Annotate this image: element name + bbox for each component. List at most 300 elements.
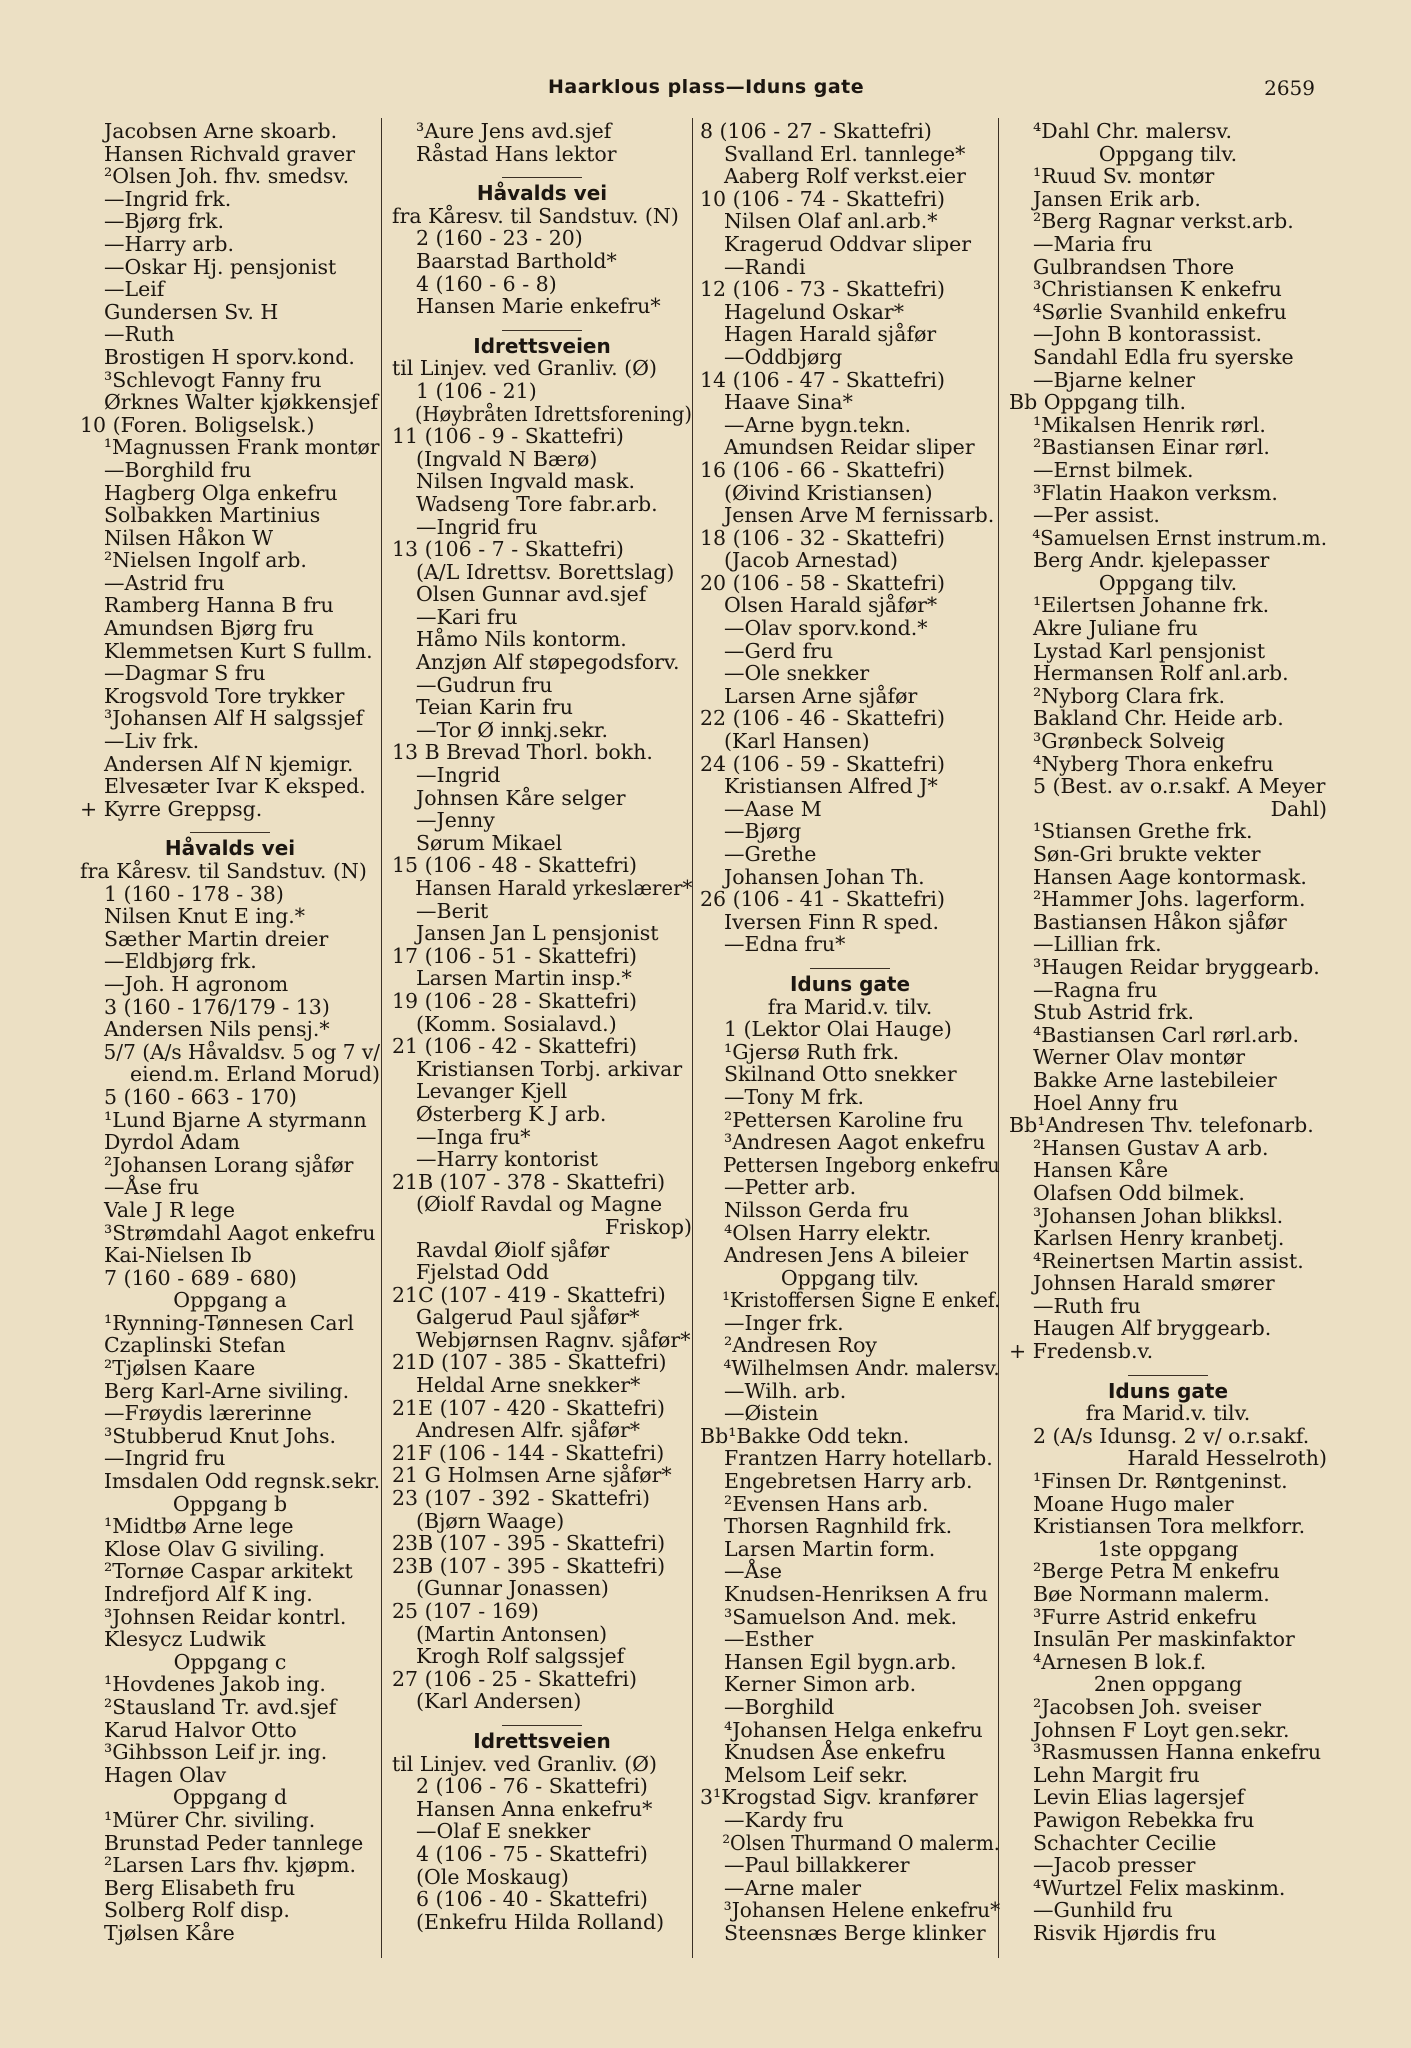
directory-entry: Hansen Aage kontormask. (1033, 864, 1307, 889)
directory-entry: Råstad Hans lektor (416, 141, 617, 166)
directory-entry: ⁴Olsen Harry elektr. (724, 1220, 932, 1245)
directory-entry: —Bjørg (724, 819, 802, 844)
directory-entry: 10 (106 - 74 - Skattefri) (700, 186, 945, 211)
directory-entry: 2 (160 - 23 - 20) (416, 226, 583, 251)
directory-entry: Solberg Rolf disp. (104, 1898, 290, 1923)
directory-entry: —Arne maler (724, 1875, 862, 1900)
directory-entry: + Kyrre Greppsg. (80, 796, 263, 821)
directory-entry: Knudsen Åse enkefru (724, 1740, 946, 1765)
directory-entry: Hansen Kåre (1033, 1158, 1169, 1183)
directory-entry: Hermansen Rolf anl.arb. (1033, 661, 1289, 686)
directory-entry: ¹Mürer Chr. siviling. (104, 1807, 316, 1832)
directory-entry: Skilnand Otto snekker (724, 1062, 957, 1087)
directory-entry: —Harry arb. (104, 231, 234, 256)
directory-entry: —Ingrid fru (104, 1446, 226, 1471)
directory-entry: 5 (Best. av o.r.sakf. A Meyer (1033, 774, 1326, 799)
directory-entry: (Gunnar Jonassen) (416, 1576, 609, 1601)
directory-entry: ³Gihbsson Leif jr. ing. (104, 1740, 328, 1765)
directory-entry: Nilsen Håkon W (104, 525, 274, 550)
directory-entry: —Astrid fru (104, 570, 225, 595)
directory-entry: Fjelstad Odd (416, 1260, 549, 1285)
directory-entry: 21F (106 - 144 - Skattefri) (392, 1440, 665, 1465)
directory-entry: 24 (106 - 59 - Skattefri) (700, 751, 945, 776)
directory-entry: —Inga fru* (416, 1124, 531, 1149)
directory-entry: —Edna fru* (724, 932, 846, 957)
directory-entry: —Lillian frk. (1033, 932, 1162, 957)
directory-entry: Karud Halvor Otto (104, 1717, 297, 1742)
directory-entry: Krogh Rolf salgssjef (416, 1644, 625, 1669)
directory-entry: Moane Hugo maler (1033, 1491, 1234, 1516)
directory-entry: Østerberg K J arb. (416, 1101, 607, 1126)
directory-entry: —Randi (724, 254, 806, 279)
page-header (0, 76, 1411, 110)
directory-entry: Hoel Anny fru (1033, 1090, 1179, 1115)
directory-entry: 21C (107 - 419 - Skattefri) (392, 1282, 666, 1307)
directory-entry: 26 (106 - 41 - Skattefri) (700, 887, 945, 912)
directory-entry: (Øivind Kristiansen) (724, 480, 933, 505)
directory-entry: ¹Stiansen Grethe frk. (1033, 819, 1253, 844)
directory-entry: —Kardy fru (724, 1807, 844, 1832)
directory-entry: Lystad Karl pensjonist (1033, 638, 1266, 663)
directory-entry: Larsen Martin insp.* (416, 966, 632, 991)
directory-entry: —Jenny (416, 808, 495, 833)
directory-entry: Levin Elias lagersjef (1033, 1785, 1245, 1810)
street-heading: Idrettsveien (473, 1728, 611, 1753)
section-divider (502, 177, 582, 178)
directory-entry: Nilsen Ingvald mask. (416, 469, 635, 494)
directory-entry: (Øiolf Ravdal og Magne (416, 1192, 663, 1217)
directory-entry: ³Furre Astrid enkefru (1033, 1604, 1257, 1629)
street-heading: Idrettsveien (473, 333, 611, 358)
directory-entry: Friskop) (605, 1214, 692, 1239)
directory-entry: fra Kåresv. til Sandstuv. (N) (392, 203, 679, 228)
directory-entry: Olafsen Odd bilmek. (1033, 1180, 1245, 1205)
directory-entry: —Harry kontorist (416, 1147, 598, 1172)
directory-entry: Jansen Jan L pensjonist (416, 921, 659, 946)
directory-entry: ⁴Arnesen B lok.f. (1033, 1649, 1207, 1674)
directory-entry: ²Pettersen Karoline fru (724, 1107, 964, 1132)
directory-entry: ³Rasmussen Hanna enkefru (1033, 1740, 1322, 1765)
directory-entry: ⁴Johansen Helga enkefru (724, 1717, 983, 1742)
directory-entry: Pettersen Ingeborg enkefru (723, 1152, 1000, 1177)
directory-entry: Indrefjord Alf K ing. (104, 1582, 313, 1606)
directory-entry: Bb Oppgang tilh. (1009, 390, 1187, 415)
directory-entry: Baarstad Barthold* (416, 248, 617, 273)
directory-entry: Klesycz Ludwik (104, 1627, 266, 1652)
directory-entry: ²Hansen Gustav A arb. (1033, 1135, 1269, 1160)
directory-entry: 2 (106 - 76 - Skattefri) (416, 1774, 648, 1799)
directory-entry: —Frøydis lærerinne (104, 1401, 312, 1426)
directory-entry: Bastiansen Håkon sjåfør (1033, 909, 1287, 934)
directory-entry: Olsen Harald sjåfør* (724, 593, 938, 618)
directory-entry: ¹Ruud Sv. montør (1033, 164, 1215, 189)
directory-entry: Pawigon Rebekka fru (1033, 1807, 1255, 1832)
directory-entry: Berg Elisabeth fru (104, 1875, 296, 1900)
directory-entry: Levanger Kjell (416, 1079, 568, 1104)
directory-entry: Imsdalen Odd regnsk.sekr. (103, 1469, 381, 1494)
directory-entry: 14 (106 - 47 - Skattefri) (700, 367, 945, 392)
directory-entry: Bb¹Andresen Thv. telefonarb. (1009, 1113, 1314, 1138)
directory-entry: Steensnæs Berge klinker (724, 1920, 986, 1945)
directory-entry: Oppgang c (173, 1649, 287, 1674)
directory-entry: ³Andresen Aagot enkefru (724, 1130, 986, 1155)
directory-entry: Werner Olav montør (1033, 1045, 1246, 1070)
directory-entry: Jansen Erik arb. (1033, 186, 1201, 211)
directory-entry: ¹Kristoffersen Signe E enkef. (722, 1288, 1001, 1313)
directory-entry: ²Olsen Joh. fhv. smedsv. (104, 164, 350, 189)
directory-entry: Teian Karin fru (416, 695, 573, 720)
directory-entry: Kerner Simon arb. (724, 1672, 917, 1697)
directory-entry: —Ingrid fru (416, 514, 538, 539)
directory-entry: —Åse fru (104, 1175, 200, 1200)
directory-entry: —Ernst bilmek. (1033, 457, 1194, 482)
directory-entry: Jensen Arve M fernissarb. (724, 503, 995, 528)
directory-entry: 1ste oppgang (1097, 1536, 1239, 1561)
directory-entry: Krogsvold Tore trykker (104, 683, 345, 708)
directory-entry: Berg Andr. kjelepasser (1033, 548, 1270, 573)
directory-entry: ³Strømdahl Aagot enkefru (104, 1220, 376, 1245)
column-4 (1009, 120, 1327, 1945)
directory-entry: ¹Eilertsen Johanne frk. (1033, 593, 1270, 618)
directory-entry: ²Nyborg Clara frk. (1033, 683, 1225, 708)
page-number: 2659 (1264, 76, 1315, 100)
directory-entry: ¹Lund Bjarne A styrmann (104, 1107, 367, 1132)
section-divider (1128, 1375, 1208, 1376)
street-heading: Iduns gate (789, 971, 911, 996)
section-divider (190, 832, 270, 833)
directory-entry: (Ingvald N Bærø) (416, 446, 598, 471)
directory-entry: 21 (106 - 42 - Skattefri) (392, 1034, 637, 1059)
directory-entry: Hagen Olav (104, 1762, 227, 1787)
directory-entry: ²Berg Ragnar verkst.arb. (1033, 209, 1294, 234)
directory-entry: Oppgang a (173, 1288, 287, 1313)
directory-entry: 18 (106 - 32 - Skattefri) (700, 525, 945, 550)
directory-entry: —Olaf E snekker (416, 1819, 591, 1844)
directory-entry: Frantzen Harry hotellarb. (724, 1446, 993, 1471)
directory-entry: Lehn Margit fru (1033, 1762, 1200, 1787)
directory-entry: Kristiansen Alfred J* (724, 774, 938, 799)
directory-entry: Dahl) (1270, 796, 1327, 821)
directory-entry: Andresen Jens A bileier (724, 1243, 969, 1268)
directory-entry: —Ruth fru (1033, 1293, 1141, 1318)
directory-entry: 13 B Brevad Thorl. bokh. (392, 740, 653, 765)
directory-entry: —Esther (724, 1627, 814, 1652)
directory-entry: Amundsen Bjørg fru (104, 616, 314, 641)
directory-entry: Tjølsen Kåre (104, 1920, 235, 1945)
directory-entry: ¹Mikalsen Henrik rørl. (1033, 412, 1266, 437)
directory-entry: (Høybråten Idrettsforening) (414, 401, 692, 426)
directory-entry: 11 (106 - 9 - Skattefri) (392, 424, 624, 449)
directory-entry: Nilsson Gerda fru (724, 1197, 909, 1222)
directory-entry: Harald Hesselroth) (1127, 1446, 1327, 1471)
directory-entry: Ramberg Hanna B fru (104, 593, 334, 618)
section-divider (502, 330, 582, 331)
section-divider (502, 1725, 582, 1726)
directory-entry: 17 (106 - 51 - Skattefri) (392, 943, 637, 968)
directory-entry: Håmo Nils kontorm. (416, 627, 627, 652)
directory-entry: 1 (106 - 21) (416, 378, 537, 403)
directory-entry: —Ingrid (416, 763, 501, 788)
directory-entry: (Ole Moskaug) (416, 1864, 569, 1889)
directory-entry: 5 (160 - 663 - 170) (104, 1084, 297, 1109)
directory-entry: —Dagmar S fru (104, 661, 266, 686)
directory-entry: ⁴Sørlie Svanhild enkefru (1033, 299, 1287, 324)
directory-entry: Hansen Egil bygn.arb. (724, 1649, 957, 1674)
directory-entry: Hagberg Olga enkefru (104, 480, 338, 505)
directory-entry: —Petter arb. (724, 1175, 857, 1200)
directory-entry: Hansen Anna enkefru* (416, 1796, 653, 1821)
section-divider (810, 968, 890, 969)
directory-entry: Olsen Gunnar avd.sjef (416, 582, 647, 607)
directory-entry: (Enkefru Hilda Rolland) (416, 1909, 665, 1934)
directory-entry: Engebretsen Harry arb. (724, 1469, 973, 1494)
directory-entry: —Berit (416, 898, 489, 923)
directory-entry: Johansen Johan Th. (724, 864, 925, 889)
directory-entry: Akre Juliane fru (1033, 616, 1198, 641)
directory-entry: Hansen Harald yrkeslærer* (415, 876, 693, 900)
directory-entry: fra Kåresv. til Sandstuv. (N) (80, 859, 367, 883)
directory-entry: 10 (Foren. Boligselsk.) (80, 412, 315, 437)
directory-entry: 21E (107 - 420 - Skattefri) (392, 1395, 665, 1420)
directory-entry: Berg Karl-Arne siviling. (104, 1378, 350, 1403)
directory-entry: ²Tornøe Caspar arkitekt (104, 1559, 353, 1584)
directory-entry: —Gudrun fru (416, 672, 553, 697)
directory-entry: Risvik Hjørdis fru (1033, 1920, 1217, 1945)
directory-entry: Bøe Normann malerm. (1033, 1582, 1270, 1606)
directory-entry: Gundersen Sv. H (104, 299, 279, 324)
directory-entry: —Liv frk. (104, 729, 200, 754)
directory-entry: (A/L Idrettsv. Borettslag) (416, 559, 675, 584)
directory-entry: —Øistein (724, 1401, 819, 1426)
directory-entry: 1 (Lektor Olai Hauge) (724, 1017, 952, 1042)
directory-entry: Johnsen F Loyt gen.sekr. (1033, 1717, 1290, 1742)
directory-entry: Iversen Finn R sped. (724, 909, 940, 934)
directory-entry: Bb¹Bakke Odd tekn. (700, 1423, 910, 1448)
directory-entry: Kristiansen Torbj. arkivar (416, 1056, 683, 1081)
directory-entry: 23B (107 - 395 - Skattefri) (392, 1531, 666, 1556)
directory-entry: —Ingrid frk. (104, 186, 232, 211)
directory-entry: Karlsen Henry kranbetj. (1033, 1226, 1285, 1251)
directory-entry: Klemmetsen Kurt S fullm. (104, 638, 373, 663)
directory-entry: (Martin Antonsen) (416, 1621, 608, 1646)
directory-entry: 22 (106 - 46 - Skattefri) (700, 706, 945, 731)
directory-entry: 25 (107 - 169) (392, 1599, 539, 1623)
directory-entry: 21B (107 - 378 - Skattefri) (392, 1169, 666, 1194)
directory-entry: ²Stausland Tr. avd.sjef (104, 1694, 337, 1719)
directory-entry: 23 (107 - 392 - Skattefri) (392, 1486, 651, 1511)
directory-entry: —Paul billakkerer (724, 1853, 910, 1878)
street-heading: Iduns gate (1107, 1378, 1229, 1403)
column-3 (700, 120, 1000, 1945)
directory-entry: —Bjarne kelner (1033, 367, 1196, 392)
directory-entry: ²Larsen Lars fhv. kjøpm. (104, 1853, 357, 1878)
directory-entry: Ravdal Øiolf sjåfør (416, 1237, 610, 1262)
directory-entry: Hagen Harald sjåfør (724, 322, 937, 347)
directory-entry: Haave Sina* (724, 390, 853, 415)
directory-entry: 4 (106 - 75 - Skattefri) (416, 1841, 648, 1866)
directory-entry: ²Hammer Johs. lagerform. (1033, 887, 1306, 912)
directory-entry: 12 (106 - 73 - Skattefri) (700, 277, 945, 302)
directory-entry: Sørum Mikael (416, 830, 563, 855)
directory-entry: —Tor Ø innkj.sekr. (416, 717, 608, 742)
directory-entry: 3 (160 - 176/179 - 13) (104, 994, 330, 1019)
directory-entry: —Oskar Hj. pensjonist (104, 254, 337, 279)
directory-entry: Andersen Alf N kjemigr. (104, 751, 354, 776)
directory-entry: Elvesæter Ivar K eksped. (104, 774, 366, 799)
directory-entry: ²Jacobsen Joh. sveiser (1033, 1694, 1262, 1719)
directory-entry: —Borghild (724, 1694, 835, 1719)
directory-entry: ²Nielsen Ingolf arb. (104, 548, 307, 573)
directory-entry: eiend.m. Erland Morud) (130, 1062, 380, 1087)
directory-entry: 3¹Krogstad Sigv. kranfører (700, 1785, 978, 1810)
directory-entry: Melsom Leif sekr. (724, 1762, 909, 1787)
directory-entry: ²Berge Petra M enkefru (1033, 1559, 1280, 1584)
directory-entry: Oppgang tilv. (780, 1265, 920, 1290)
directory-entry: —Borghild fru (104, 457, 252, 482)
directory-entry: ²Johansen Lorang sjåfør (104, 1152, 354, 1177)
street-heading: Håvalds vei (476, 181, 608, 206)
directory-entry: —Aase M (724, 796, 822, 821)
directory-entry: —Leif (104, 277, 165, 302)
directory-entry: ⁴Samuelsen Ernst instrum.m. (1032, 525, 1328, 550)
directory-entry: Oppgang b (172, 1491, 288, 1516)
directory-entry: Wadseng Tore fabr.arb. (416, 491, 658, 516)
street-heading: Håvalds vei (164, 836, 296, 861)
directory-entry: ³Johansen Helene enkefru* (723, 1898, 1001, 1923)
directory-entry: ¹Gjersø Ruth frk. (724, 1039, 900, 1064)
directory-entry: —Eldbjørg frk. (104, 949, 257, 974)
directory-entry: ³Samuelson And. mek. (724, 1604, 958, 1629)
directory-entry: ³Johnsen Reidar kontrl. (104, 1604, 347, 1629)
directory-entry: ³Grønbeck Solveig (1033, 729, 1225, 754)
directory-entry: ¹Finsen Dr. Røntgeninst. (1033, 1469, 1288, 1494)
directory-entry: —Ruth (104, 322, 175, 347)
directory-entry: Hansen Richvald graver (104, 141, 356, 166)
directory-entry: 2 (A/s Idunsg. 2 v/ o.r.sakf. (1033, 1423, 1310, 1448)
directory-entry: Sandahl Edla fru syerske (1033, 344, 1294, 369)
directory-entry: Bakland Chr. Heide arb. (1033, 706, 1284, 731)
directory-entry: til Linjev. ved Granliv. (Ø) (392, 356, 657, 381)
directory-entry: —Inger frk. (724, 1310, 844, 1335)
directory-entry: ⁴Nyberg Thora enkefru (1033, 751, 1274, 776)
directory-entry: 6 (106 - 40 - Skattefri) (416, 1887, 648, 1912)
directory-entry: 19 (106 - 28 - Skattefri) (392, 988, 637, 1013)
directory-entry: ⁴Wilhelmsen Andr. malersv. (723, 1356, 1000, 1381)
directory-entry: —Bjørg frk. (104, 209, 225, 234)
directory-entry: —Gunhild fru (1033, 1898, 1173, 1923)
directory-entry: ³Stubberud Knut Johs. (104, 1423, 336, 1448)
directory-entry: (Komm. Sosialavd.) (416, 1011, 617, 1036)
directory-entry: Oppgang tilv. (1098, 141, 1238, 166)
directory-entry: 13 (106 - 7 - Skattefri) (392, 537, 624, 562)
page-title: Haarklous plass—Iduns gate (548, 76, 865, 98)
directory-entry: Sæther Martin dreier (104, 926, 329, 951)
directory-entry: Solbakken Martinius (104, 503, 321, 528)
directory-entry: ¹Magnussen Frank montør (103, 435, 380, 460)
directory-entry: Oppgang d (172, 1785, 288, 1810)
directory-entry: —Gerd fru (724, 638, 834, 663)
directory-entry: Svalland Erl. tannlege* (724, 141, 966, 166)
directory-entry: til Linjev. ved Granliv. (Ø) (392, 1751, 657, 1776)
directory-entry: Aaberg Rolf verkst.eier (724, 164, 966, 189)
directory-entry: Jacobsen Arne skoarb. (104, 119, 338, 143)
directory-entry: fra Marid.v. tilv. (767, 994, 933, 1019)
directory-entry: Johnsen Kåre selger (416, 785, 626, 810)
directory-entry: Czaplinski Stefan (104, 1333, 286, 1358)
directory-entry: Amundsen Reidar sliper (724, 435, 975, 460)
directory-entry: Schachter Cecilie (1033, 1830, 1217, 1855)
directory-entry: Søn-Gri brukte vekter (1033, 842, 1261, 866)
directory-entry: Galgerud Paul sjåfør* (416, 1305, 640, 1330)
directory-entry: Brunstad Peder tannlege (104, 1830, 364, 1855)
directory-entry: —Ole snekker (724, 661, 870, 686)
directory-entry: ⁴Wurtzel Felix maskinm. (1033, 1875, 1286, 1900)
directory-entry: ³Haugen Reidar bryggearb. (1033, 954, 1320, 979)
directory-entry: ¹Hovdenes Jakob ing. (104, 1672, 326, 1697)
directory-entry: Bakke Arne lastebileier (1033, 1067, 1277, 1092)
directory-entry: —Kari fru (416, 604, 518, 629)
directory-entry: —Ragna fru (1033, 977, 1158, 1002)
directory-entry: 4 (160 - 6 - 8) (416, 271, 557, 296)
directory-entry: —Tony M frk. (724, 1084, 865, 1109)
directory-entry: Andersen Nils pensj.* (104, 1017, 330, 1042)
directory-entry: ⁴Bastiansen Carl rørl.arb. (1033, 1022, 1300, 1047)
directory-entry: (Karl Hansen) (724, 729, 870, 754)
directory-entry: ¹Rynning-Tønnesen Carl (104, 1310, 354, 1335)
directory-entry: + Fredensb.v. (1009, 1339, 1154, 1364)
directory-entry: ²Andresen Roy (724, 1333, 878, 1358)
directory-entry: Kragerud Oddvar sliper (724, 231, 972, 256)
directory-entry: ³Flatin Haakon verksm. (1033, 480, 1278, 505)
directory-entry: ²Olsen Thurmand O malerm. (722, 1830, 1000, 1855)
directory-entry: Johnsen Harald smører (1033, 1271, 1275, 1296)
directory-entry: —Arne bygn.tekn. (724, 412, 912, 437)
directory-entry: ²Bastiansen Einar rørl. (1033, 435, 1270, 460)
column-2 (392, 120, 692, 1933)
directory-entry: —Åse (724, 1559, 782, 1584)
directory-entry: Knudsen-Henriksen A fru (724, 1582, 988, 1606)
directory-entry: 1 (160 - 178 - 38) (104, 881, 284, 906)
directory-entry: Haugen Alf bryggearb. (1033, 1316, 1272, 1341)
directory-entry: Hansen Marie enkefru* (416, 294, 661, 319)
directory-entry: 2nen oppgang (1093, 1672, 1243, 1697)
directory-entry: ³Johansen Johan blikksl. (1033, 1203, 1284, 1228)
directory-entry: fra Marid.v. tilv. (1085, 1401, 1251, 1426)
directory-entry: 5/7 (A/s Håvaldsv. 5 og 7 v/ (103, 1039, 381, 1064)
directory-entry: —Per assist. (1033, 503, 1160, 528)
directory-entry: Thorsen Ragnhild frk. (724, 1514, 953, 1539)
directory-entry: —Joh. H agronom (104, 971, 289, 996)
directory-entry: ²Evensen Hans arb. (724, 1491, 929, 1516)
directory-entry: Oppgang tilv. (1098, 570, 1238, 595)
column-rule (381, 118, 382, 1958)
directory-entry: ³Aure Jens avd.sjef (416, 119, 612, 143)
column-rule (692, 118, 693, 1958)
directory-entry: —Grethe (724, 842, 817, 866)
directory-entry: —Wilh. arb. (724, 1378, 847, 1403)
directory-entry: ³Christiansen K enkefru (1033, 277, 1282, 302)
directory-entry: Kristiansen Tora melkforr. (1033, 1514, 1306, 1539)
directory-entry: —Olav sporv.kond.* (724, 616, 928, 641)
directory-entry: ⁴Dahl Chr. malersv. (1033, 119, 1232, 143)
directory-entry: Anzjøn Alf støpegodsforv. (416, 650, 680, 675)
directory-entry: 27 (106 - 25 - Skattefri) (392, 1666, 637, 1691)
directory-entry: Andresen Alfr. sjåfør* (416, 1418, 641, 1443)
directory-entry: Kai-Nielsen Ib (104, 1243, 252, 1268)
directory-entry: ¹Midtbø Arne lege (104, 1514, 294, 1539)
directory-entry: ³Schlevogt Fanny fru (104, 367, 322, 392)
directory-entry: Gulbrandsen Thore (1033, 254, 1235, 279)
